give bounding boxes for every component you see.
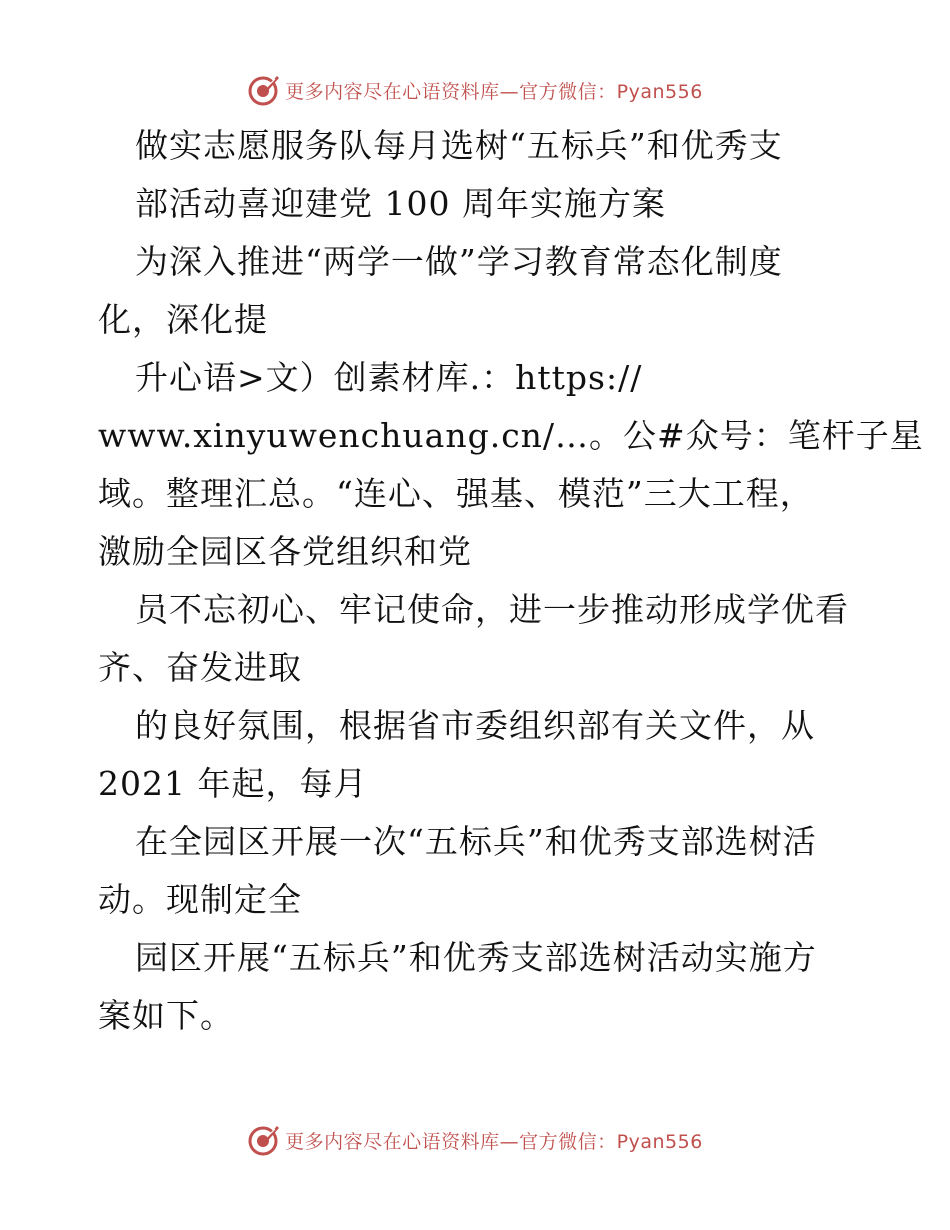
doc-line: 齐、奋发进取 bbox=[98, 648, 302, 687]
doc-line: 员不忘初心、牢记使命，进一步推动形成学优看 bbox=[135, 590, 849, 629]
doc-line: 的良好氛围，根据省市委组织部有关文件，从 bbox=[135, 706, 815, 745]
doc-line: 在全园区开展一次“五标兵”和优秀支部选树活 bbox=[135, 822, 817, 861]
doc-line: 激励全园区各党组织和党 bbox=[98, 532, 472, 571]
quill-logo-icon bbox=[247, 73, 281, 107]
doc-line: 园区开展“五标兵”和优秀支部选树活动实施方 bbox=[135, 938, 817, 977]
footer-banner-text: 更多内容尽在心语资料库—官方微信：Pyan556 bbox=[285, 1130, 703, 1153]
doc-line: 做实志愿服务队每月选树“五标兵”和优秀支 bbox=[135, 126, 783, 165]
quill-logo-icon bbox=[247, 1123, 281, 1157]
doc-line: 2021 年起，每月 bbox=[98, 764, 368, 803]
header-banner-text: 更多内容尽在心语资料库—官方微信：Pyan556 bbox=[285, 80, 703, 103]
doc-line: 化，深化提 bbox=[98, 300, 268, 339]
document-body bbox=[98, 117, 924, 1045]
footer-banner bbox=[0, 1120, 950, 1160]
doc-line: 为深入推进“两学一做”学习教育常态化制度 bbox=[135, 242, 783, 281]
doc-line: 部活动喜迎建党 100 周年实施方案 bbox=[135, 184, 666, 223]
doc-line: 域。整理汇总。“连心、强基、模范”三大工程， bbox=[98, 474, 814, 513]
doc-line: www.xinyuwenchuang.cn/…。公#众号：笔杆子星 bbox=[98, 416, 924, 455]
doc-line: 升心语>文）创素材库.：https:// bbox=[135, 358, 643, 397]
header-banner bbox=[0, 70, 950, 110]
doc-line: 动。现制定全 bbox=[98, 880, 302, 919]
doc-line: 案如下。 bbox=[98, 996, 234, 1035]
